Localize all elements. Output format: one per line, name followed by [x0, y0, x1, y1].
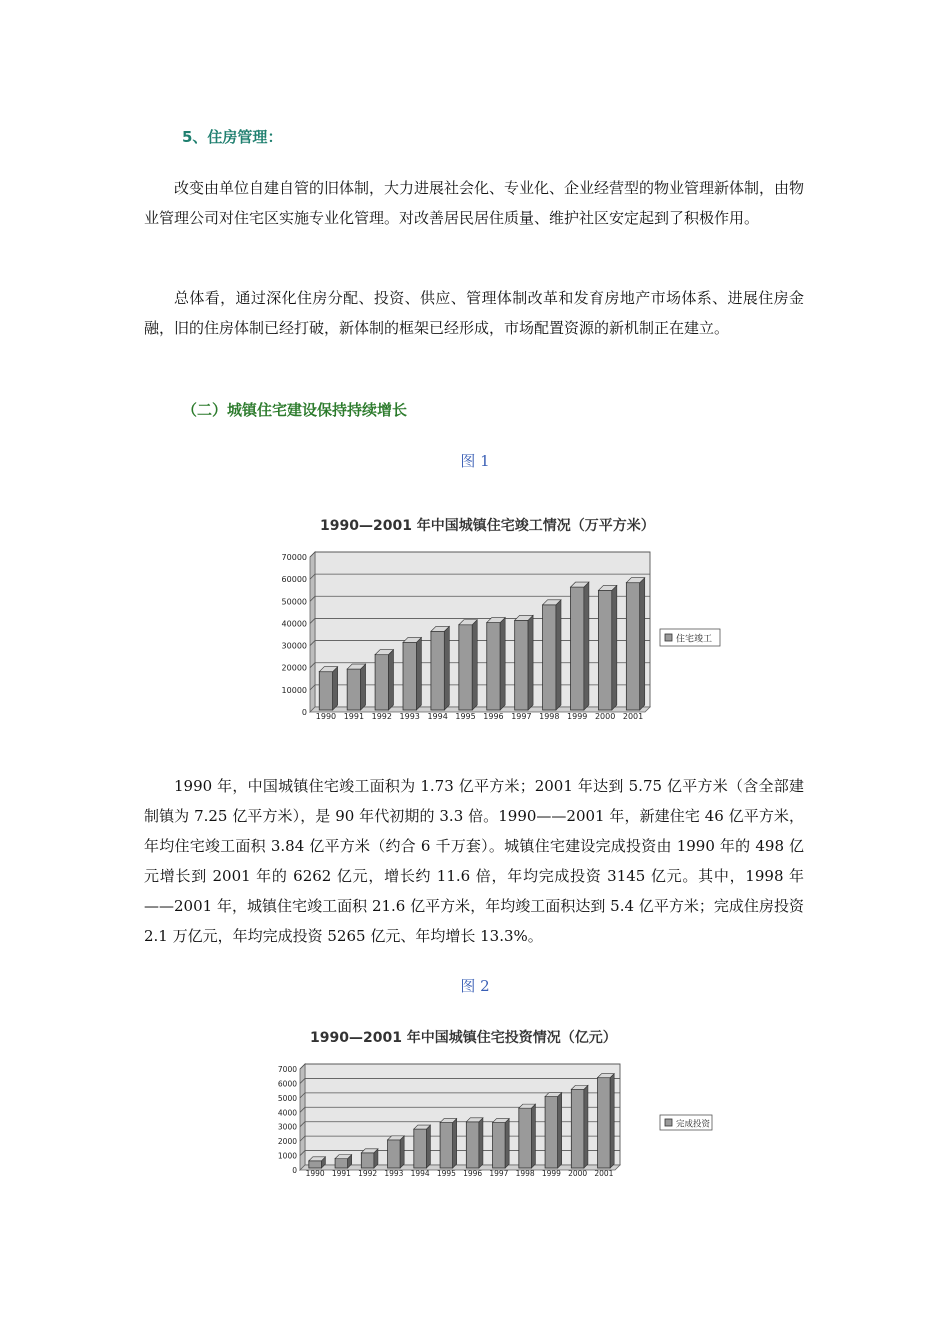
x-tick-label: 1991	[343, 712, 365, 721]
x-tick-label: 2000	[594, 712, 616, 721]
bar	[375, 655, 388, 710]
bar	[335, 1159, 348, 1168]
bar-side	[444, 626, 449, 710]
bar	[487, 623, 500, 710]
bar	[545, 1097, 558, 1168]
y-tick-label: 2000	[277, 1137, 297, 1147]
y-tick-label: 6000	[277, 1079, 297, 1089]
bar-side	[584, 582, 589, 710]
x-tick-label: 1993	[399, 712, 420, 721]
chart-1-svg	[270, 510, 730, 735]
x-tick-label: 1999	[541, 1169, 561, 1178]
bar	[571, 587, 584, 710]
section-heading-construction-growth: （二）城镇住宅建设保持持续增长	[182, 401, 408, 419]
x-tick-label: 1998	[515, 1169, 535, 1178]
bar-side	[531, 1104, 535, 1168]
bar-side	[505, 1119, 509, 1168]
bar-side	[558, 1093, 562, 1168]
x-tick-label: 1995	[436, 1169, 456, 1178]
plot-side-wall	[300, 1064, 305, 1170]
x-tick-label: 2001	[622, 712, 644, 721]
y-tick-label: 50000	[281, 597, 307, 607]
x-tick-label: 1993	[384, 1169, 404, 1178]
bar	[493, 1123, 506, 1168]
y-tick-label: 30000	[281, 641, 307, 651]
x-tick-label: 1992	[371, 712, 392, 721]
bar-side	[640, 578, 645, 710]
paragraph-construction-stats: 1990 年，中国城镇住宅竣工面积为 1.73 亿平方米；2001 年达到 5.75 亿平方米（含全部建制镇为 7.25 亿平方米），是 90 年代初期的 3.3 倍。1990——2001 年，新建住宅 46 亿平方米，年均住宅竣工面积 3.84 亿平方米（约合 6 千万套）。城镇住宅建设完成投资由 1990 年的 498 亿元增长到 2001 年的 6262 亿元，增长约 11.6 倍，年均完成投资 3145 亿元。其中，1998 年——2001 年，城镇住宅竣工面积 21.6 亿平方米，年均竣工面积达到 5.4 亿平方米；完成住房投资 2.1 万亿元，年均完成投资 5265 亿元、年均增长 13.3%。	[144, 777, 804, 945]
figure-1-caption: 图 1	[460, 452, 490, 470]
bar-side	[453, 1119, 457, 1168]
x-tick-label: 1997	[511, 712, 532, 721]
bar	[515, 620, 528, 710]
bar	[388, 1140, 401, 1168]
x-tick-label: 1991	[331, 1169, 351, 1178]
legend-label: 住宅竣工	[676, 634, 713, 645]
bar-side	[610, 1074, 614, 1168]
y-tick-label: 7000	[277, 1065, 297, 1074]
figure-2-caption: 图 2	[460, 977, 490, 995]
x-tick-label: 1996	[463, 1169, 483, 1178]
legend-swatch	[665, 634, 672, 641]
bar-side	[584, 1085, 588, 1168]
bar-side	[426, 1125, 430, 1168]
bar	[459, 625, 472, 710]
bar	[543, 605, 556, 710]
bar	[414, 1129, 427, 1168]
y-tick-label: 5000	[277, 1093, 297, 1103]
bar	[626, 583, 639, 710]
chart-1-title: 1990—2001 年中国城镇住宅竣工情况（万平方米）	[320, 518, 655, 534]
bar	[440, 1123, 453, 1168]
chart-2-svg	[270, 1024, 730, 1184]
bar-side	[500, 618, 505, 710]
y-tick-label: 0	[301, 708, 307, 717]
y-tick-label: 0	[292, 1166, 297, 1175]
bar	[309, 1161, 322, 1168]
bar	[571, 1089, 584, 1168]
plot-side-wall	[310, 552, 315, 712]
y-tick-label: 40000	[281, 619, 307, 629]
x-tick-label: 1997	[489, 1169, 509, 1178]
chart-housing-completion	[270, 510, 730, 735]
legend-swatch	[665, 1119, 672, 1126]
bar	[519, 1108, 532, 1168]
bar-side	[472, 620, 477, 710]
bar	[466, 1122, 479, 1168]
y-tick-label: 60000	[281, 575, 307, 585]
x-tick-label: 1995	[455, 712, 476, 721]
bar-side	[333, 667, 338, 710]
chart-2-title: 1990—2001 年中国城镇住宅投资情况（亿元）	[310, 1030, 617, 1046]
y-tick-label: 4000	[277, 1108, 297, 1118]
x-tick-label: 1994	[410, 1169, 430, 1178]
paragraph-management-reform: 改变由单位自建自管的旧体制，大力进展社会化、专业化、企业经营型的物业管理新体制，由物业管理公司对住宅区实施专业化管理。对改善居民居住质量、维护社区安定起到了积极作用。	[144, 179, 805, 227]
section-heading-housing-management: 5、住房管理：	[182, 128, 283, 146]
y-tick-label: 3000	[277, 1122, 297, 1132]
bar	[361, 1153, 374, 1168]
x-tick-label: 2001	[594, 1169, 614, 1178]
paragraph-overall-summary: 总体看，通过深化住房分配、投资、供应、管理体制改革和发育房地产市场体系、进展住房金融，旧的住房体制已经打破，新体制的框架已经形成，市场配置资源的新机制正在建立。	[144, 289, 804, 337]
x-tick-label: 1994	[427, 712, 448, 721]
bar-side	[528, 615, 533, 710]
bar	[403, 642, 416, 710]
x-tick-label: 1999	[567, 712, 588, 721]
x-tick-label: 1992	[358, 1169, 378, 1178]
x-tick-label: 1990	[305, 1169, 325, 1178]
y-tick-label: 70000	[281, 553, 307, 562]
bar-side	[400, 1136, 404, 1168]
bar-side	[556, 600, 561, 710]
bar-side	[416, 637, 421, 710]
bar-side	[479, 1118, 483, 1168]
y-tick-label: 20000	[281, 663, 307, 673]
legend-label: 完成投资	[676, 1119, 711, 1130]
bar	[319, 672, 332, 710]
bar-side	[361, 664, 366, 710]
y-tick-label: 10000	[281, 685, 307, 695]
bar	[598, 590, 611, 710]
bar	[431, 631, 444, 710]
bar-side	[388, 650, 393, 710]
x-tick-label: 1990	[315, 712, 337, 721]
x-tick-label: 1996	[483, 712, 504, 721]
chart-housing-investment	[270, 1024, 730, 1184]
bar	[347, 669, 360, 710]
x-tick-label: 1998	[539, 712, 560, 721]
bar	[598, 1078, 611, 1168]
x-tick-label: 2000	[568, 1169, 588, 1178]
bar-side	[612, 585, 617, 710]
y-tick-label: 1000	[277, 1151, 297, 1161]
